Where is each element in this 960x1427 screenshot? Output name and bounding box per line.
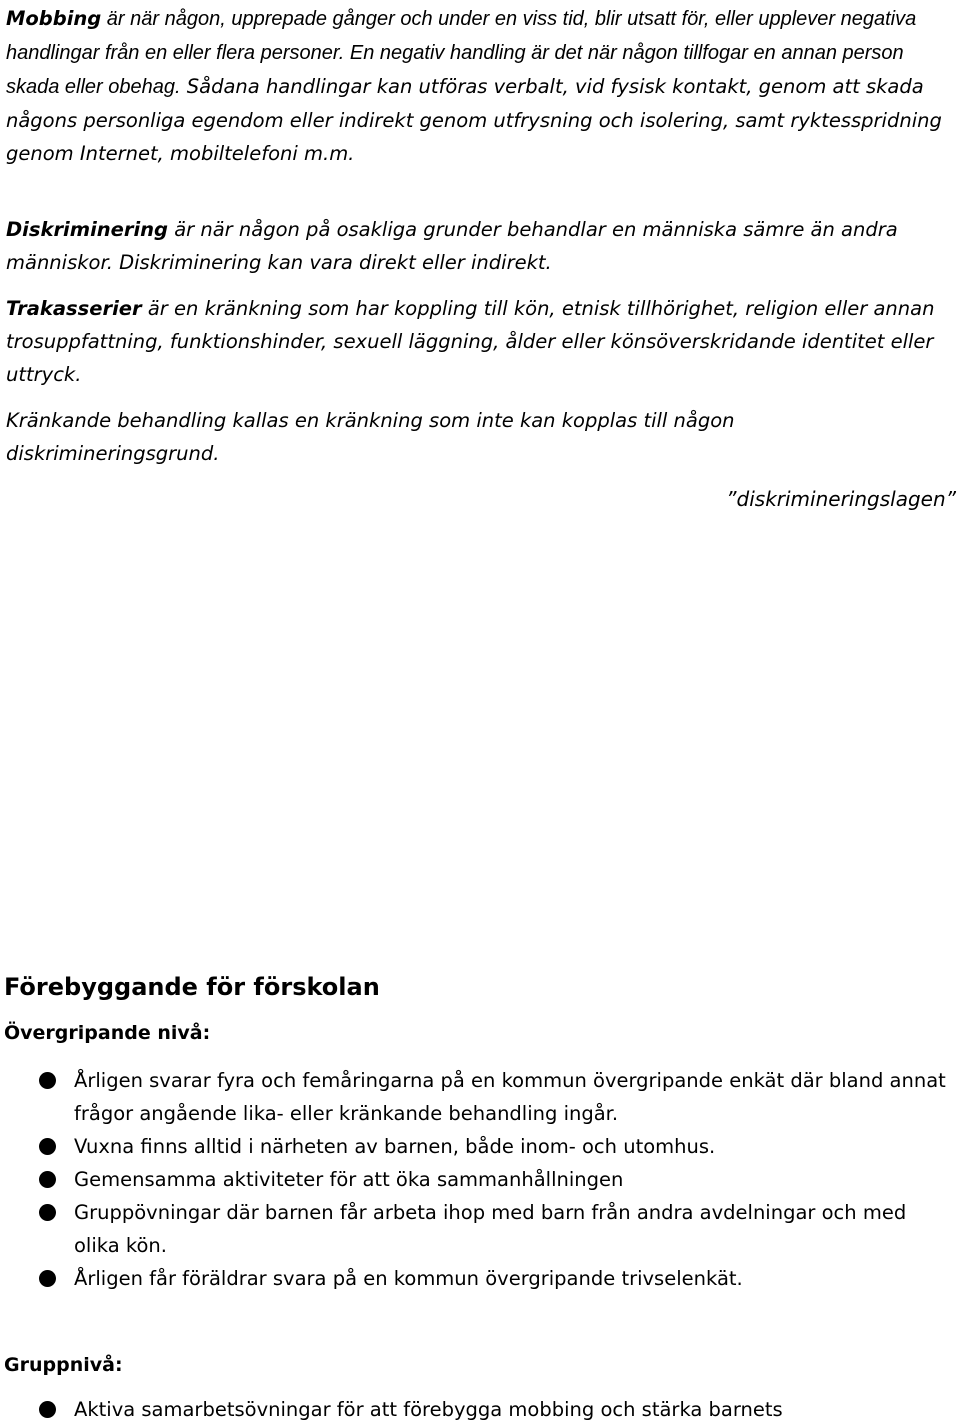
source-reference: ”diskrimineringslagen” (726, 487, 956, 511)
overgripande-list (0, 1064, 956, 1295)
trakasserier-text: är en kränkning som har koppling till kön, etnisk tillhörighet, religion eller annan trosuppfattning, funktionshinder, sexuell läggning, ålder eller könsöverskridande identitet eller uttryck. (6, 297, 935, 386)
trakasserier-term: Trakasserier (6, 297, 142, 320)
bullet-icon (39, 1072, 56, 1089)
list-item (0, 1130, 956, 1163)
mobbing-term: Mobbing (6, 7, 102, 30)
bullet-icon (39, 1270, 56, 1287)
list-item-text: Gemensamma aktiviteter för att öka sammanhållningen (74, 1168, 624, 1191)
list-item-text: Årligen får föräldrar svara på en kommun övergripande trivselenkät. (74, 1267, 743, 1290)
list-item (0, 1163, 956, 1196)
bullet-icon (39, 1204, 56, 1221)
krankande-definition (6, 404, 954, 470)
bullet-icon (39, 1171, 56, 1188)
bullet-icon (39, 1138, 56, 1155)
mobbing-text: är när någon, upprepade gånger och under en viss tid, blir utsatt för, eller upplever negativa handlingar från en eller flera personer. En negativ handling är det när någon tillfogar en annan person skada eller obehag. (6, 8, 917, 98)
mobbing-definition (6, 2, 954, 170)
gruppniva-list (0, 1393, 956, 1426)
mobbing-text-continued: Sådana handlingar kan utföras verbalt, vid fysisk kontakt, genom att skada någons personliga egendom eller indirekt genom utfrysning och isolering, samt ryktesspridning genom Internet, mobiltelefoni m.m. (6, 75, 942, 165)
list-item-text: Gruppövningar där barnen får arbeta ihop med barn från andra avdelningar och med olika kön. (74, 1201, 907, 1257)
krankande-text: Kränkande behandling kallas en kränkning som inte kan kopplas till någon diskrimineringsgrund. (6, 409, 735, 465)
list-item-text: Årligen svarar fyra och femåringarna på en kommun övergripande enkät där bland annat frågor angående lika- eller kränkande behandling ingår. (74, 1069, 946, 1125)
diskriminering-definition (6, 213, 954, 279)
list-item (0, 1064, 956, 1130)
section-title: Förebyggande för förskolan (4, 973, 380, 1001)
list-item (0, 1196, 956, 1262)
diskriminering-term: Diskriminering (6, 218, 168, 241)
overgripande-heading: Övergripande nivå: (4, 1022, 211, 1044)
list-item-text: Vuxna finns alltid i närheten av barnen, både inom- och utomhus. (74, 1135, 716, 1158)
list-item-text: Aktiva samarbetsövningar för att förebygga mobbing och stärka barnets (74, 1398, 783, 1421)
list-item (0, 1262, 956, 1295)
gruppniva-heading: Gruppnivå: (4, 1354, 123, 1376)
bullet-icon (39, 1401, 56, 1418)
diskriminering-text: är när någon på osakliga grunder behandlar en människa sämre än andra människor. Diskriminering kan vara direkt eller indirekt. (6, 218, 898, 274)
trakasserier-definition (6, 292, 954, 391)
list-item (0, 1393, 956, 1426)
